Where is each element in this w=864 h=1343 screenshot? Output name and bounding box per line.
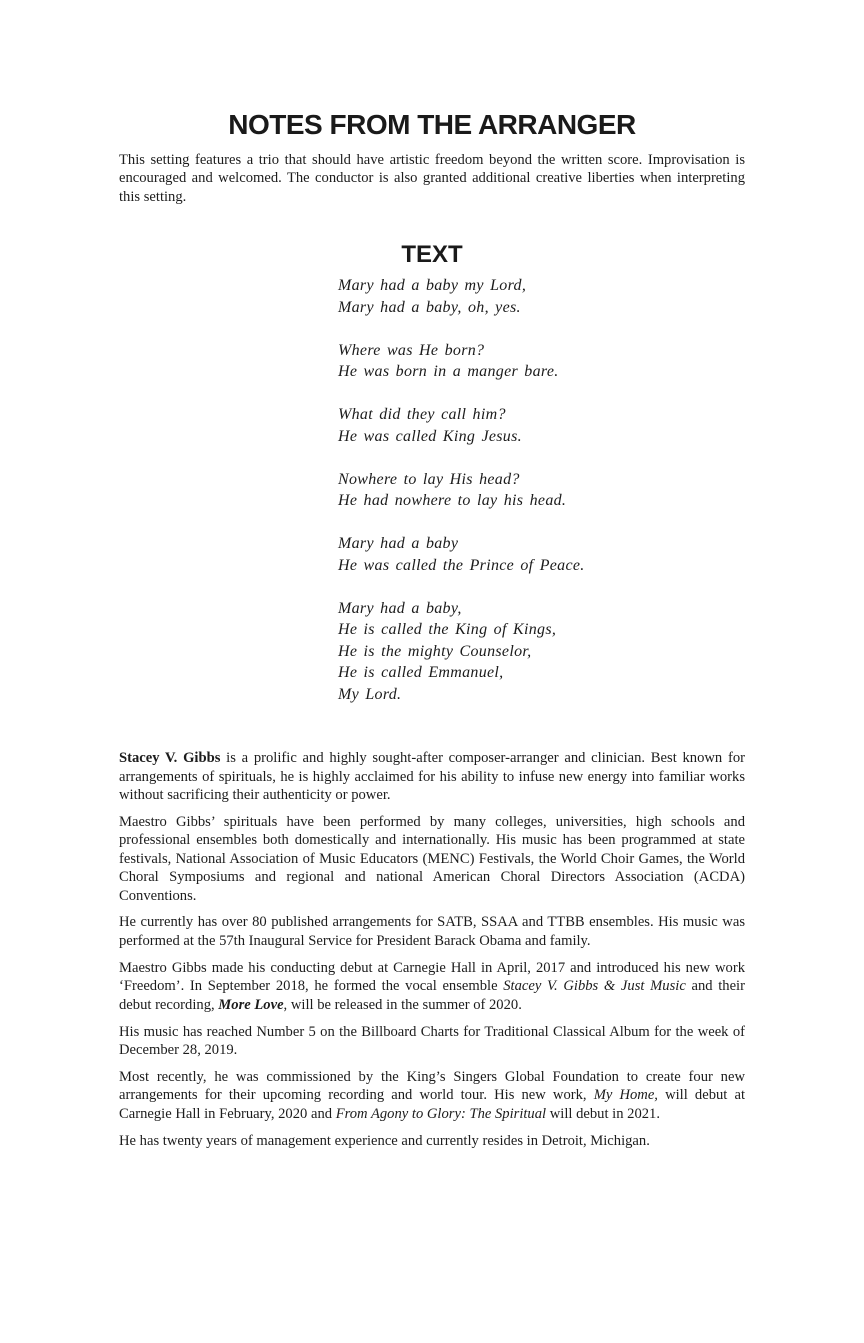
arranger-note-paragraph: This setting features a trio that should have artistic freedom beyond the written score. Improvisation is encouraged and welcomed. The conductor is also granted additional creative liberties when interpreting this setting.: [119, 152, 745, 205]
bio-paragraph: [119, 1132, 745, 1150]
text-run: Maestro Gibbs’ spirituals have been performed by many colleges, universities, high schools and professional ensembles both domestically and internationally. His music has been programmed at state festivals, National Association of Music Educators (MENC) Festivals, the World Choir Games, the World Choral Symposiums and regional and national American Choral Directors Association (ACDA) Conventions.: [119, 813, 745, 904]
text-run: More Love: [218, 996, 284, 1013]
lyric-stanza: [338, 469, 864, 512]
lyrics-block: [338, 275, 864, 705]
lyric-stanza: [338, 340, 864, 383]
text-run: Stacey V. Gibbs: [119, 750, 221, 767]
lyric-line: He is called the King of Kings,: [338, 621, 557, 639]
lyric-line: He is called Emmanuel,: [338, 664, 504, 682]
bio-block: [119, 749, 745, 1150]
text-run: is a prolific and highly sought-after composer-arranger and clinician. Best known for arrangements of spirituals, he is highly acclaimed for his ability to infuse new energy into familiar works without sacrificing their authenticity or power.: [119, 750, 745, 804]
lyric-line: Nowhere to lay His head?: [338, 470, 520, 488]
text-run: From Agony to Glory: The Spiritual: [335, 1105, 547, 1122]
page-title: NOTES FROM THE ARRANGER: [228, 109, 636, 140]
text-run: , will be released in the summer of 2020.: [283, 996, 522, 1013]
text-run: My Home,: [593, 1087, 658, 1104]
bio-paragraph: [119, 1023, 745, 1060]
lyric-line: He was born in a manger bare.: [338, 363, 559, 381]
text-run: He has twenty years of management experience and currently resides in Detroit, Michigan.: [119, 1132, 650, 1149]
lyric-line: Mary had a baby, oh, yes.: [338, 298, 521, 316]
lyric-stanza: [338, 598, 864, 706]
lyric-line: Where was He born?: [338, 341, 485, 359]
text-run: Most recently, he was commissioned by the King’s Singers Global Foundation to create four new arrangements for their upcoming recording and world tour. His new work,: [119, 1068, 745, 1104]
lyric-line: Mary had a baby: [338, 535, 459, 553]
bio-paragraph: [119, 959, 745, 1014]
bio-paragraph: [119, 749, 745, 804]
lyric-line: He was called the Prince of Peace.: [338, 556, 585, 574]
text-run: will debut in 2021.: [546, 1105, 660, 1122]
lyric-line: He is the mighty Counselor,: [338, 642, 532, 660]
lyric-line: My Lord.: [338, 685, 402, 703]
lyric-line: Mary had a baby my Lord,: [338, 277, 527, 295]
lyric-line: What did they call him?: [338, 406, 506, 424]
text-section-heading: TEXT: [401, 241, 463, 269]
bio-paragraph: [119, 913, 745, 950]
lyric-line: He was called King Jesus.: [338, 427, 522, 445]
lyric-stanza: [338, 404, 864, 447]
lyric-line: Mary had a baby,: [338, 599, 462, 617]
text-run: He currently has over 80 published arrangements for SATB, SSAA and TTBB ensembles. His music was performed at the 57th Inaugural Service for President Barack Obama and family.: [119, 914, 745, 949]
text-run: His music has reached Number 5 on the Billboard Charts for Traditional Classical Album for the week of December 28, 2019.: [119, 1023, 745, 1058]
text-run: Stacey V. Gibbs & Just Music: [503, 978, 686, 995]
text-run: will debut at Carnegie Hall in February, 2020 and: [119, 1087, 745, 1122]
lyric-stanza: [338, 533, 864, 576]
bio-paragraph: [119, 813, 745, 905]
bio-paragraph: [119, 1068, 745, 1123]
text-run: Maestro Gibbs made his conducting debut at Carnegie Hall in April, 2017 and introduced his new work ‘Freedom’. In September 2018, he formed the vocal ensemble: [119, 959, 745, 995]
lyric-stanza: [338, 275, 864, 318]
text-run: and their debut recording,: [119, 978, 745, 1013]
lyric-line: He had nowhere to lay his head.: [338, 492, 567, 510]
